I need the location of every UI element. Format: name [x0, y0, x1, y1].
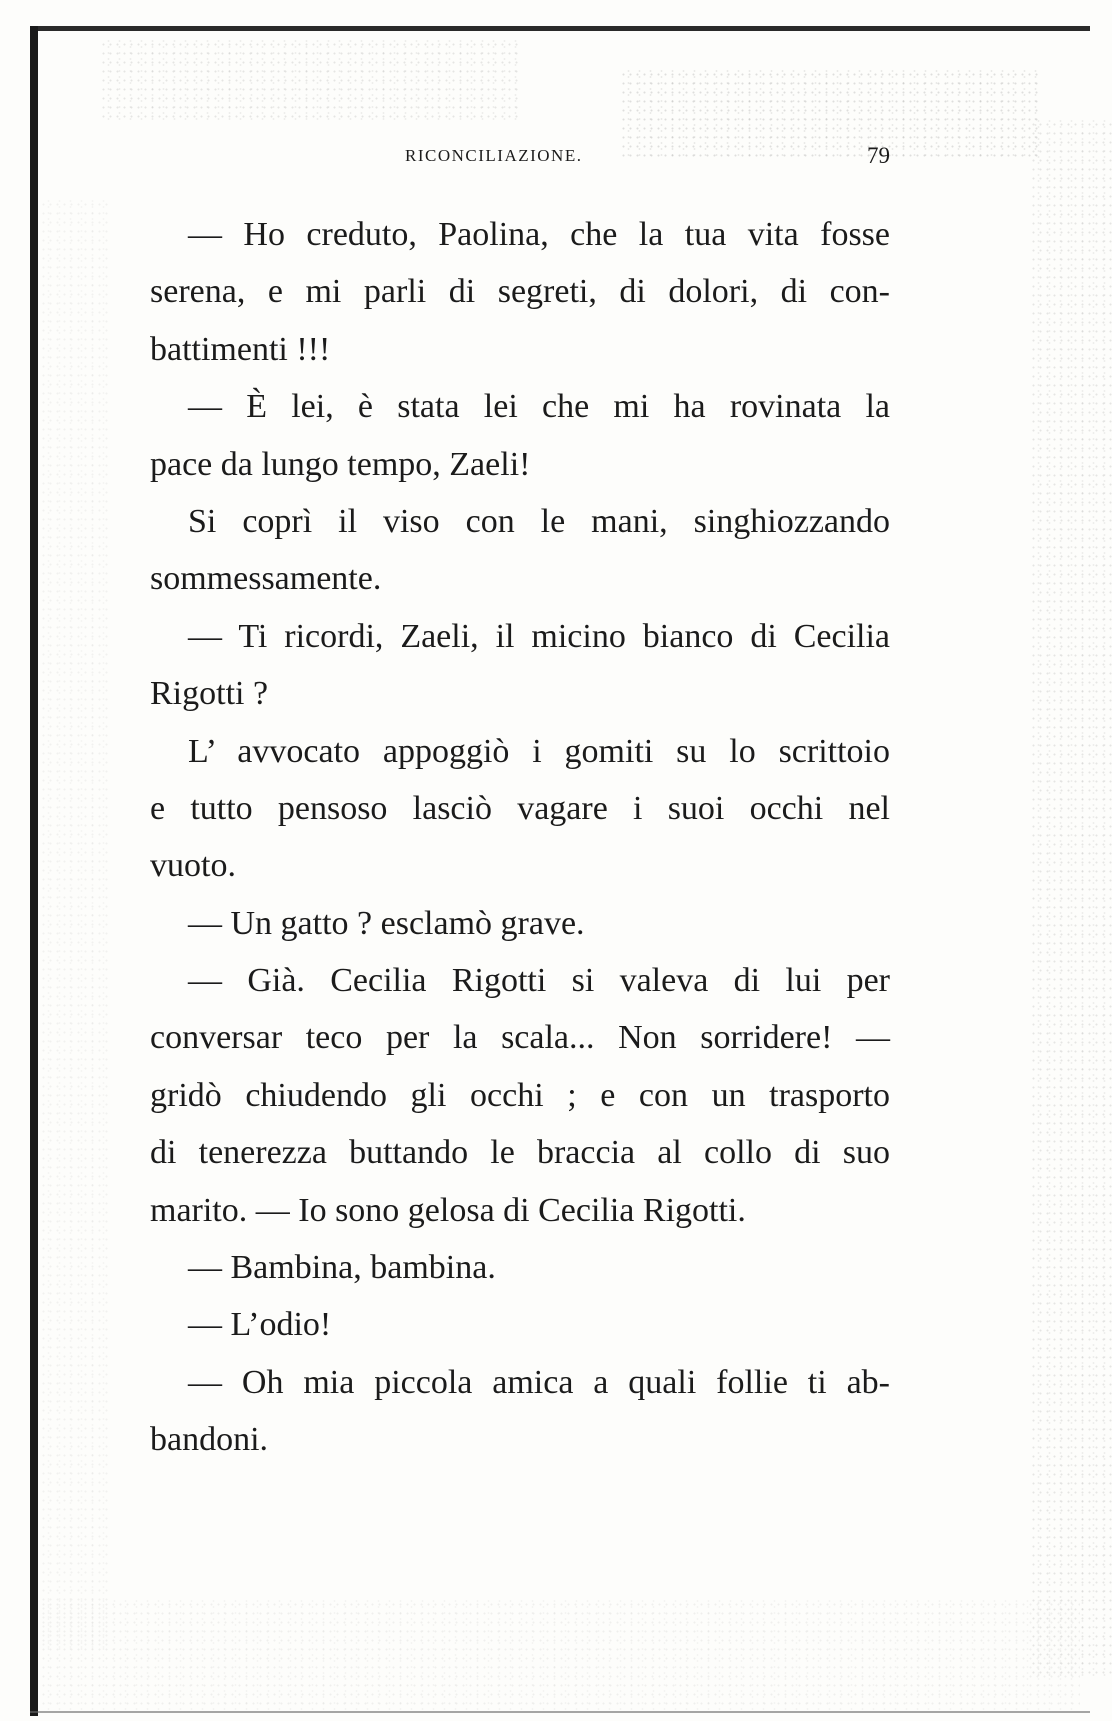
text-line: — Bambina, bambina.	[188, 1249, 496, 1287]
page-number: 79	[867, 143, 890, 168]
text-line: — Ti ricordi, Zaeli, il micino bianco di Cecilia	[188, 617, 890, 655]
text-line: e tutto pensoso lasciò vagare i suoi occhi nel	[150, 789, 890, 827]
paper-speckle	[100, 40, 520, 120]
scan-border-bottom	[30, 1711, 1090, 1713]
text-line: — Oh mia piccola amica a quali follie ti ab-	[188, 1363, 890, 1401]
scan-border-left	[30, 26, 38, 1716]
text-line: — Già. Cecilia Rigotti si valeva di lui per	[188, 962, 890, 1000]
paper-speckle	[40, 200, 110, 1650]
paper-speckle	[40, 1600, 1080, 1710]
text-line: marito. — Io sono gelosa di Cecilia Rigotti.	[150, 1191, 746, 1229]
text-line: pace da lungo tempo, Zaeli!	[150, 445, 531, 483]
text-line: — Un gatto ? esclamò grave.	[188, 904, 585, 942]
running-head	[150, 143, 890, 170]
text-line: L’ avvocato appoggiò i gomiti su lo scrittoio	[188, 732, 890, 770]
text-line: bandoni.	[150, 1421, 269, 1459]
text-line: serena, e mi parli di segreti, di dolori, di con-	[150, 273, 890, 311]
text-line: battimenti !!!	[150, 330, 331, 368]
text-line: gridò chiudendo gli occhi ; e con un trasporto	[150, 1076, 890, 1114]
text-line: Si coprì il viso con le mani, singhiozzando	[188, 502, 890, 540]
text-line: di tenerezza buttando le braccia al collo di suo	[150, 1134, 890, 1172]
text-line: sommessamente.	[150, 560, 382, 598]
paper-speckle	[1030, 120, 1112, 1680]
text-line: vuoto.	[150, 847, 236, 885]
body-text	[150, 206, 890, 1469]
text-line: — L’odio!	[188, 1306, 332, 1344]
running-title: RICONCILIAZIONE.	[405, 146, 583, 165]
scan-border-top	[30, 26, 1090, 31]
text-line: — Ho creduto, Paolina, che la tua vita fosse	[188, 216, 890, 253]
text-line: conversar teco per la scala... Non sorridere! —	[150, 1019, 890, 1057]
text-line: — È lei, è stata lei che mi ha rovinata la	[188, 388, 890, 426]
text-line: Rigotti ?	[150, 675, 269, 713]
